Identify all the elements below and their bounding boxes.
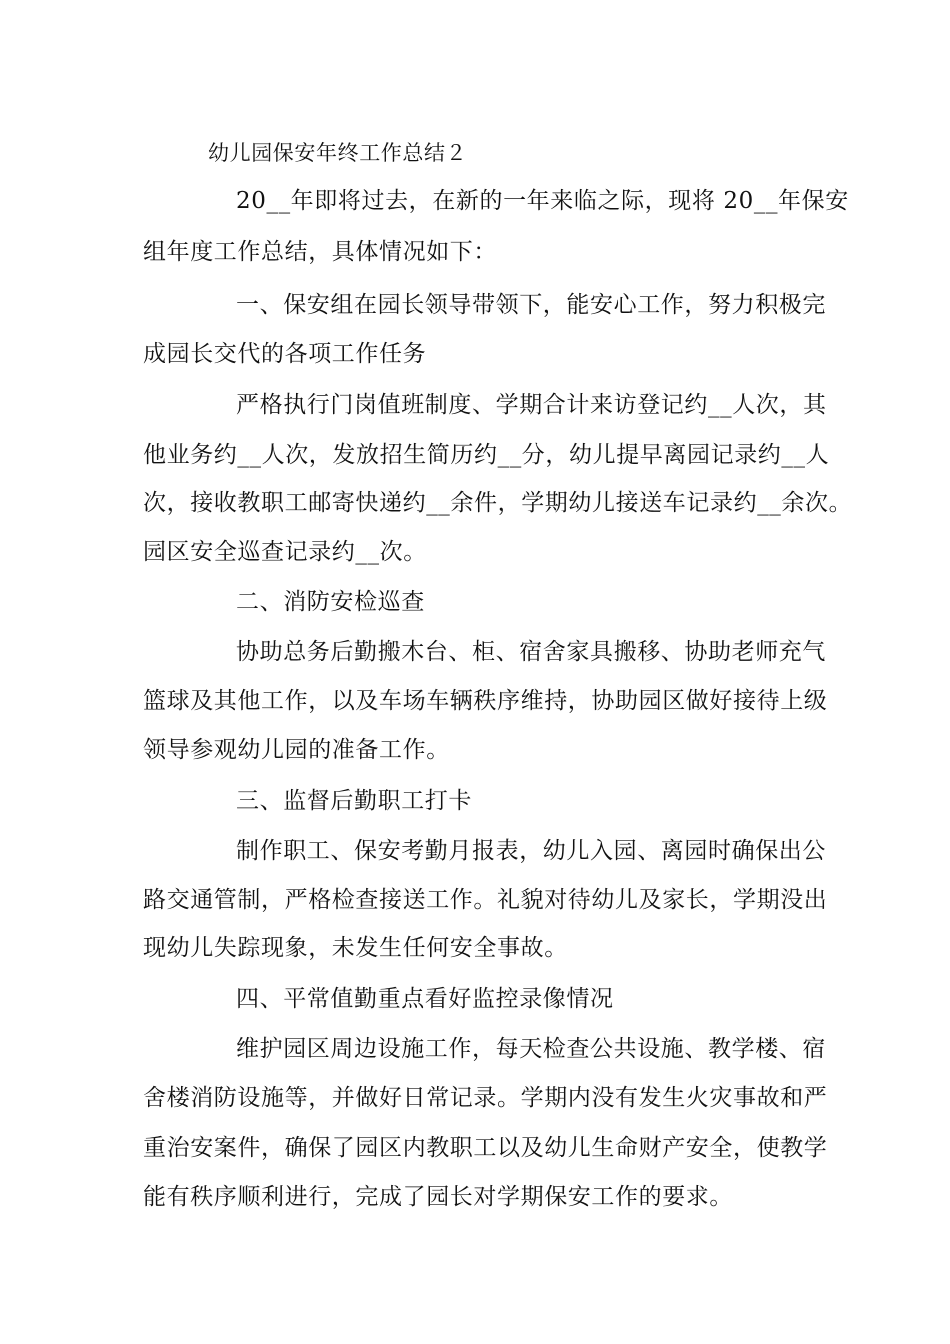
section-heading-1: 一、保安组在园长领导带领下，能安心工作，努力积极完 [236,292,826,318]
paragraph-line: 领导参观幼儿园的准备工作。 [143,737,450,763]
paragraph-line: 路交通管制，严格检查接送工作。礼貌对待幼儿及家长，学期没出 [143,887,828,913]
section-heading-1-cont: 成园长交代的各项工作任务 [143,341,427,367]
paragraph-line: 次，接收教职工邮寄快递约__余件，学期幼儿接送车记录约__余次。 [143,490,853,516]
paragraph-line: 制作职工、保安考勤月报表，幼儿入园、离园时确保出公 [236,838,826,864]
paragraph-line: 能有秩序顺利进行，完成了园长对学期保安工作的要求。 [143,1184,733,1210]
paragraph-line: 他业务约__人次，发放招生简历约__分，幼儿提早离园记录约__人 [143,442,830,468]
paragraph-line: 维护园区周边设施工作，每天检查公共设施、教学楼、宿 [236,1036,826,1062]
section-heading-3: 三、监督后勤职工打卡 [236,788,472,814]
paragraph-line: 严格执行门岗值班制度、学期合计来访登记约__人次，其 [236,392,827,418]
paragraph-line: 舍楼消防设施等，并做好日常记录。学期内没有发生火灾事故和严 [143,1085,828,1111]
section-heading-2: 二、消防安检巡查 [236,589,425,615]
document-title: 幼儿园保安年终工作总结２ [208,141,468,165]
paragraph-line: 重治安案件，确保了园区内教职工以及幼儿生命财产安全，使教学 [143,1135,828,1161]
paragraph-line: 现幼儿失踪现象，未发生任何安全事故。 [143,935,568,961]
paragraph-line: 篮球及其他工作，以及车场车辆秩序维持，协助园区做好接待上级 [143,688,828,714]
paragraph-line: 协助总务后勤搬木台、柜、宿舍家具搬移、协助老师充气 [236,639,826,665]
paragraph-line: 20__年即将过去，在新的一年来临之际，现将 20__年保安 [236,188,849,214]
paragraph-line: 园区安全巡查记录约__次。 [143,539,427,565]
section-heading-4: 四、平常值勤重点看好监控录像情况 [236,986,614,1012]
paragraph-line: 组年度工作总结，具体情况如下： [143,239,497,265]
